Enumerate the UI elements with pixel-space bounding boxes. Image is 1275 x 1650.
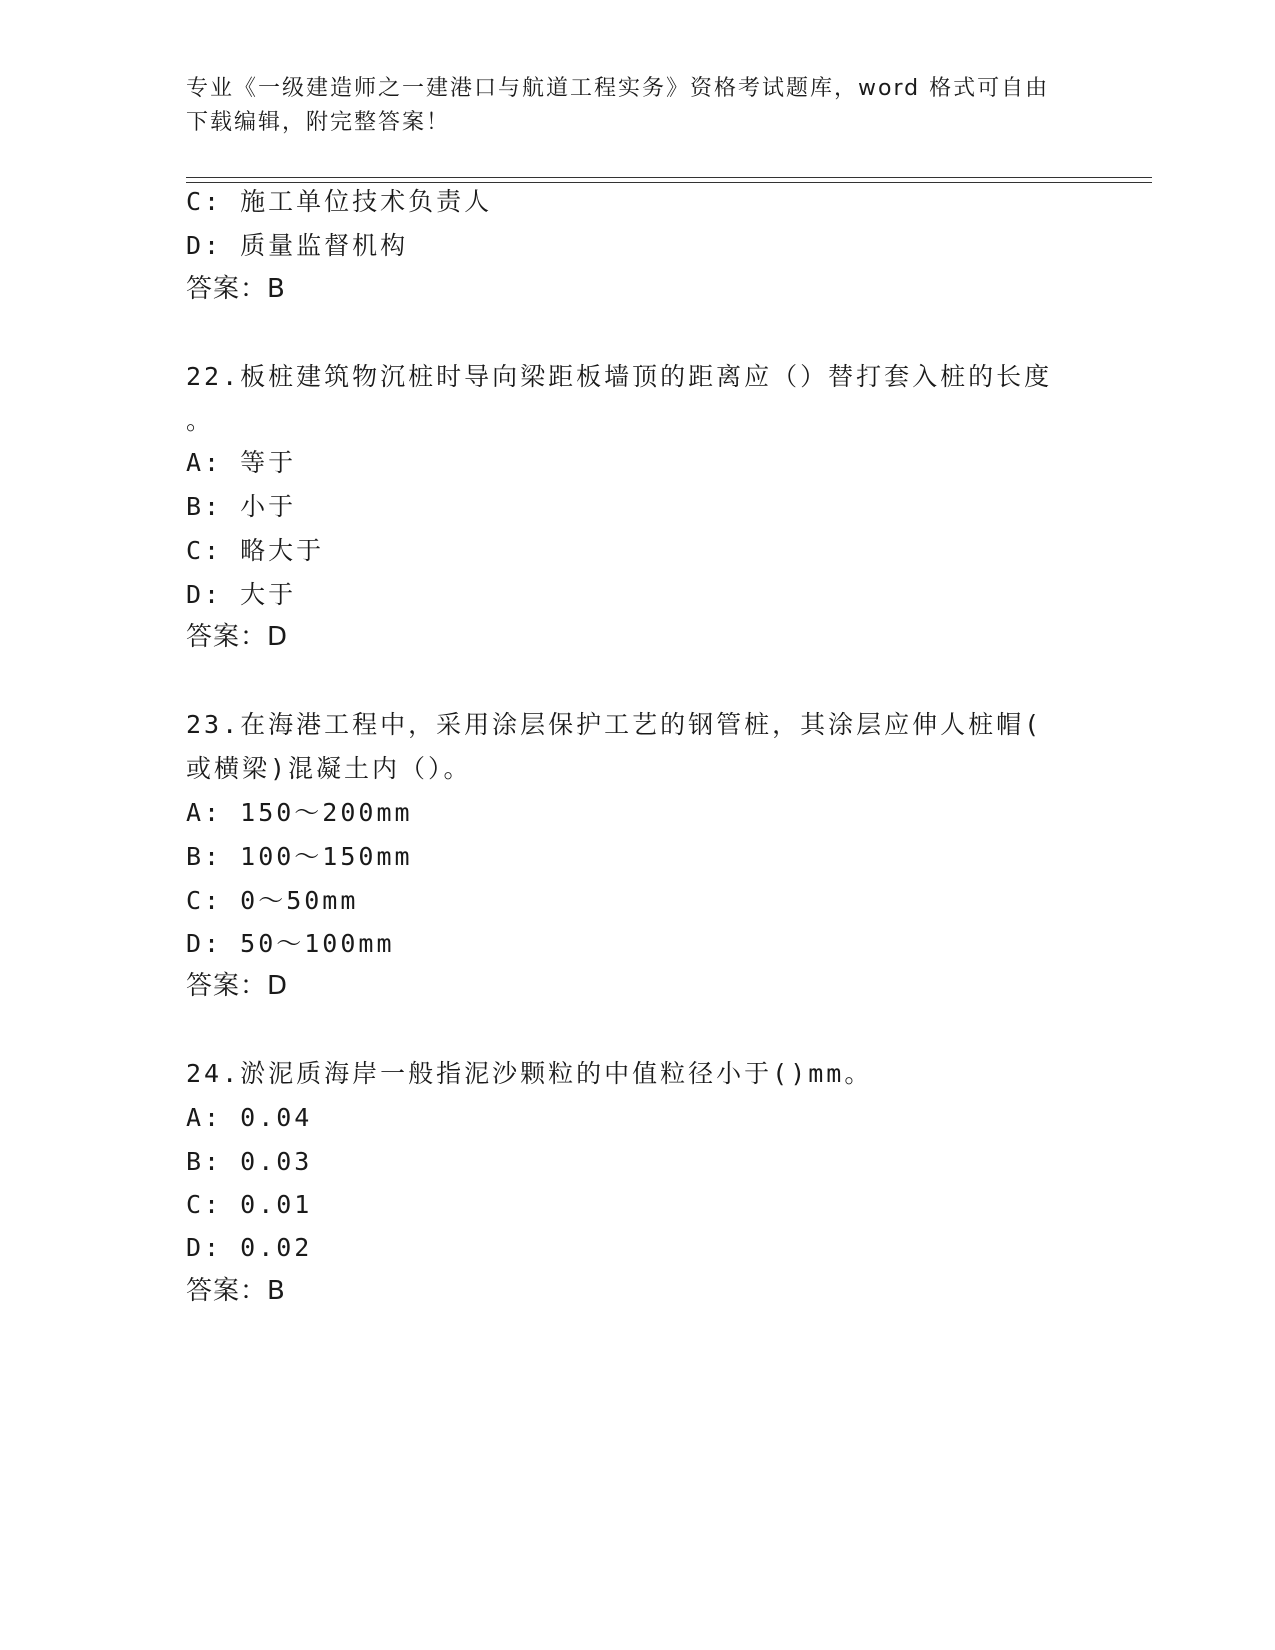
question-22-option-a: A: 等于	[186, 448, 297, 477]
question-22-option-d: D: 大于	[186, 580, 297, 609]
question-24-stem: 24.淤泥质海岸一般指泥沙颗粒的中值粒径小于()mm。	[186, 1059, 873, 1088]
question-24-answer: 答案：B	[186, 1276, 286, 1306]
header-divider-top	[186, 177, 1152, 178]
question-22-option-b: B: 小于	[186, 492, 297, 521]
question-23-option-a: A: 150～200mm	[186, 798, 413, 827]
question-22-stem-line-1: 22.板桩建筑物沉桩时导向梁距板墙顶的距离应（）替打套入桩的长度	[186, 362, 1053, 391]
question-24-option-a: A: 0.04	[186, 1103, 313, 1132]
question-22-answer: 答案：D	[186, 622, 289, 652]
document-header	[186, 72, 1066, 140]
question-23-option-c: C: 0～50mm	[186, 886, 359, 915]
question-24-option-b: B: 0.03	[186, 1147, 313, 1176]
question-23-option-b: B: 100～150mm	[186, 842, 413, 871]
question-23-stem-line-1: 23.在海港工程中，采用涂层保护工艺的钢管桩，其涂层应伸人桩帽(	[186, 710, 1043, 739]
header-line-2: 下载编辑，附完整答案！	[186, 110, 451, 135]
question-23-answer: 答案：D	[186, 971, 289, 1001]
question-22-stem-line-2: 。	[186, 406, 215, 435]
question-23-option-d: D: 50～100mm	[186, 929, 395, 958]
answer: 答案：B	[186, 274, 286, 304]
option-c: C: 施工单位技术负责人	[186, 187, 493, 216]
option-d: D: 质量监督机构	[186, 231, 409, 260]
question-24-option-d: D: 0.02	[186, 1233, 313, 1262]
header-divider-bottom	[186, 182, 1152, 183]
header-line-1: 专业《一级建造师之一建港口与航道工程实务》资格考试题库，word 格式可自由	[186, 76, 1050, 101]
question-23-stem-line-2: 或横梁)混凝土内（）。	[186, 754, 472, 783]
question-22-option-c: C: 略大于	[186, 536, 325, 565]
question-24-option-c: C: 0.01	[186, 1190, 313, 1219]
